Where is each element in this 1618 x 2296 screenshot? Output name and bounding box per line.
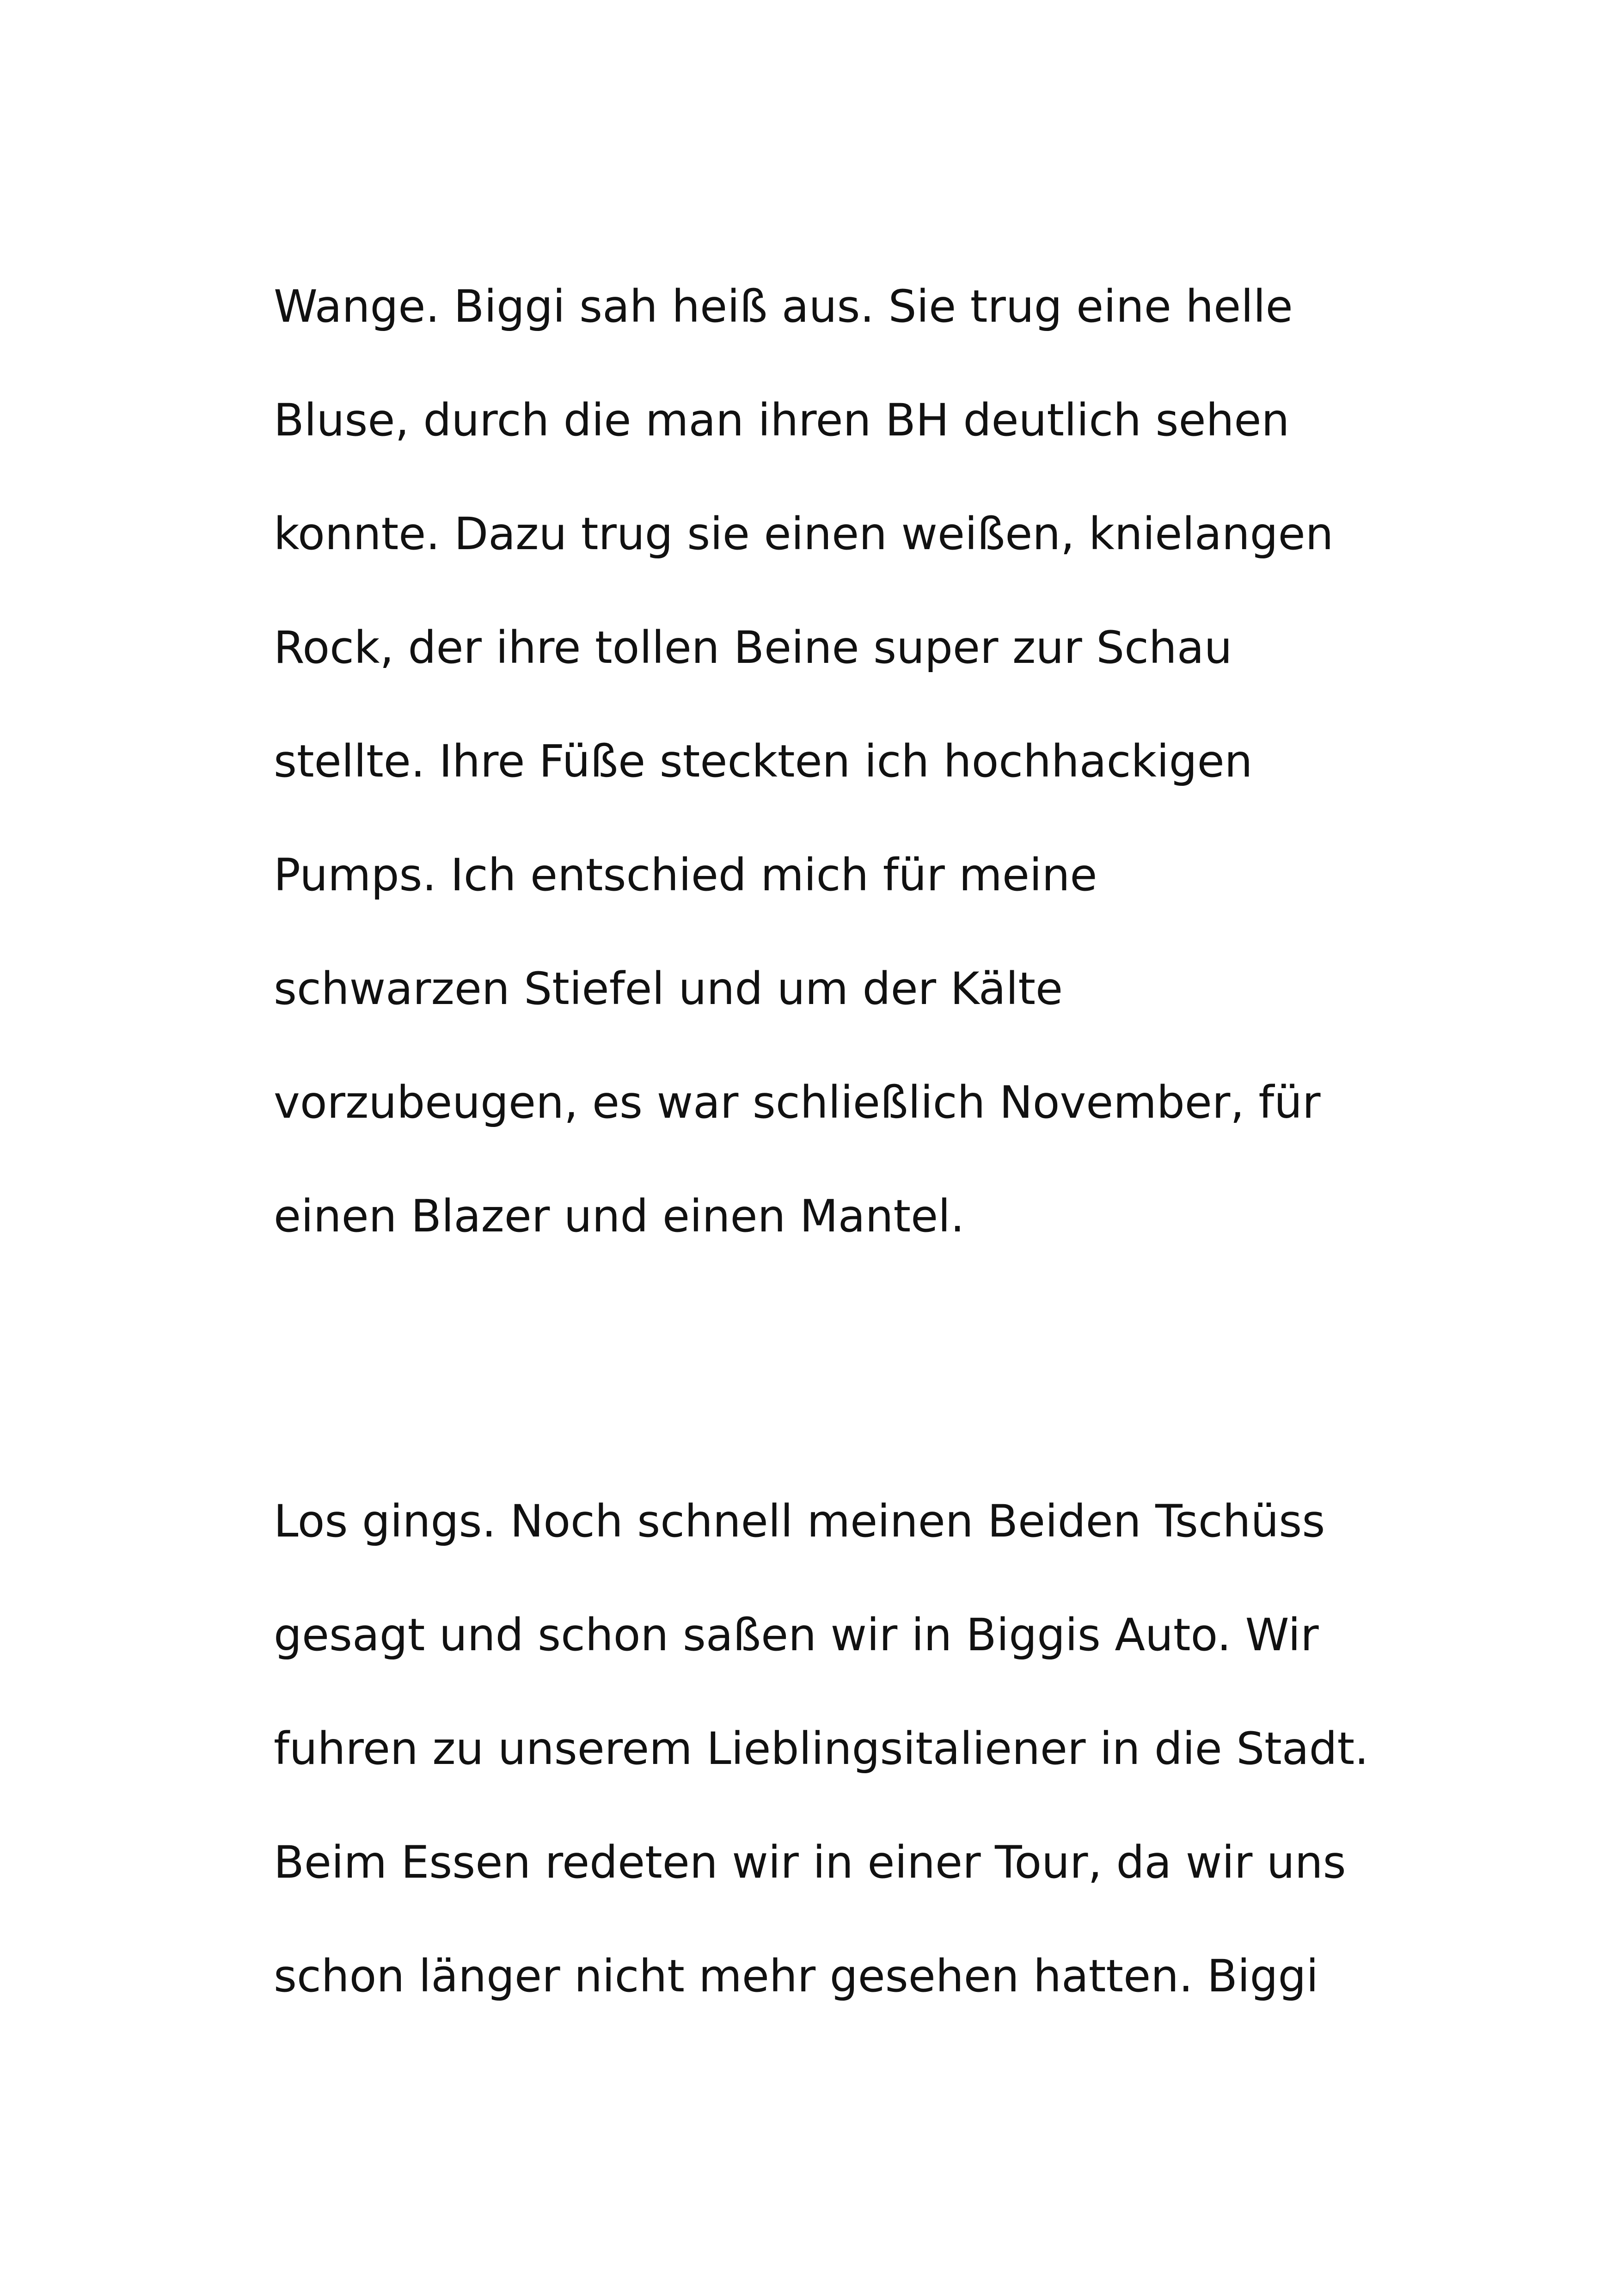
text-line: Beim Essen redeten wir in einer Tour, da wir uns bbox=[274, 1837, 1346, 1888]
paragraph bbox=[274, 1464, 1383, 2033]
text-line: Bluse, durch die man ihren BH deutlich sehen bbox=[274, 394, 1290, 446]
text-line: fuhren zu unserem Lieblingsitaliener in die Stadt. bbox=[274, 1723, 1369, 1775]
paragraph bbox=[274, 250, 1383, 1273]
text-line: schon länger nicht mehr gesehen hatten. Biggi bbox=[274, 1950, 1319, 2002]
text-line: schwarzen Stiefel und um der Kälte bbox=[274, 963, 1063, 1015]
text-line: gesagt und schon saßen wir in Biggis Auto. Wir bbox=[274, 1609, 1319, 1661]
text-line: stellte. Ihre Füße steckten ich hochhackigen bbox=[274, 735, 1253, 787]
text-line: Rock, der ihre tollen Beine super zur Schau bbox=[274, 622, 1232, 673]
text-line: vorzubeugen, es war schließlich November, für bbox=[274, 1077, 1321, 1128]
text-line: einen Blazer und einen Mantel. bbox=[274, 1190, 965, 1242]
text-line: Los gings. Noch schnell meinen Beiden Tschüss bbox=[274, 1495, 1325, 1547]
text-line: Pumps. Ich entschied mich für meine bbox=[274, 849, 1097, 901]
text-line: konnte. Dazu trug sie einen weißen, knielangen bbox=[274, 508, 1334, 560]
text-line: Wange. Biggi sah heiß aus. Sie trug eine helle bbox=[274, 281, 1293, 332]
